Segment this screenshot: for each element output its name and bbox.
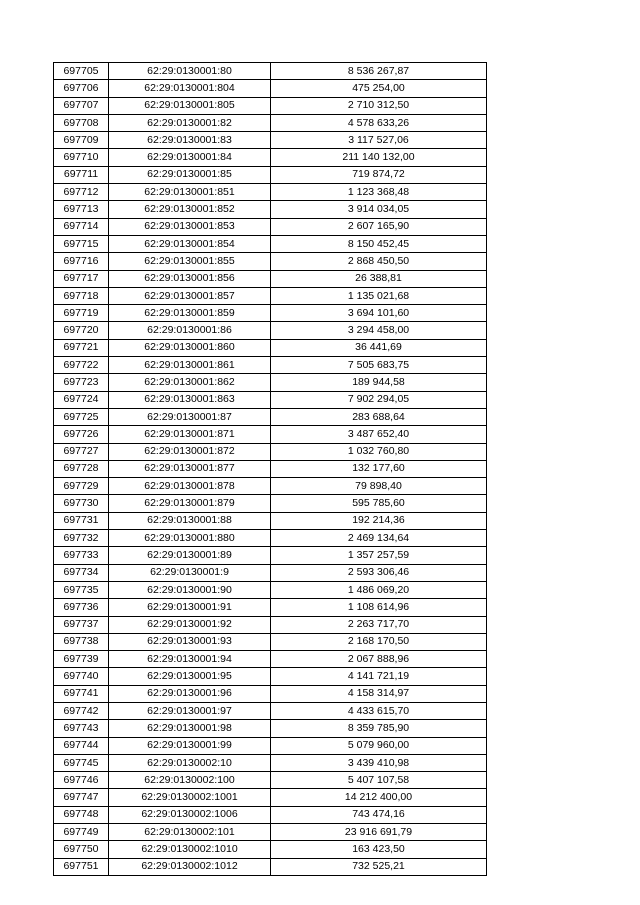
cadastral-number-cell: 62:29:0130002:1010 [109,841,271,858]
cadastral-number-cell: 62:29:0130001:94 [109,651,271,668]
cadastral-number-cell: 62:29:0130001:88 [109,512,271,529]
table-row [54,789,487,806]
cadastral-number-cell: 62:29:0130001:877 [109,460,271,477]
cadastral-number-cell: 62:29:0130001:857 [109,287,271,304]
table-row [54,218,487,235]
cadastral-number-cell: 62:29:0130002:1006 [109,806,271,823]
cadastral-number-cell: 62:29:0130001:871 [109,426,271,443]
cadastral-number-cell: 62:29:0130001:80 [109,63,271,80]
value-cell: 8 150 452,45 [271,235,487,252]
table-row [54,806,487,823]
row-id-cell: 697738 [54,633,109,650]
value-cell: 2 868 450,50 [271,253,487,270]
row-id-cell: 697705 [54,63,109,80]
value-cell: 743 474,16 [271,806,487,823]
cadastral-number-cell: 62:29:0130001:861 [109,357,271,374]
table-row [54,408,487,425]
cadastral-number-cell: 62:29:0130001:805 [109,97,271,114]
row-id-cell: 697731 [54,512,109,529]
cadastral-number-cell: 62:29:0130002:1012 [109,858,271,875]
value-cell: 2 607 165,90 [271,218,487,235]
value-cell: 3 439 410,98 [271,754,487,771]
table-row [54,702,487,719]
table-row [54,824,487,841]
row-id-cell: 697707 [54,97,109,114]
value-cell: 1 032 760,80 [271,443,487,460]
cadastral-number-cell: 62:29:0130001:95 [109,668,271,685]
value-cell: 2 067 888,96 [271,651,487,668]
row-id-cell: 697742 [54,702,109,719]
value-cell: 2 263 717,70 [271,616,487,633]
cadastral-number-cell: 62:29:0130001:84 [109,149,271,166]
row-id-cell: 697718 [54,287,109,304]
value-cell: 7 902 294,05 [271,391,487,408]
value-cell: 5 079 960,00 [271,737,487,754]
cadastral-number-cell: 62:29:0130001:856 [109,270,271,287]
cadastral-number-cell: 62:29:0130001:853 [109,218,271,235]
value-cell: 8 359 785,90 [271,720,487,737]
table-row [54,443,487,460]
value-cell: 1 123 368,48 [271,184,487,201]
value-cell: 8 536 267,87 [271,63,487,80]
cadastral-number-cell: 62:29:0130001:85 [109,166,271,183]
cadastral-number-cell: 62:29:0130001:860 [109,339,271,356]
cadastral-number-cell: 62:29:0130001:93 [109,633,271,650]
cadastral-number-cell: 62:29:0130002:10 [109,754,271,771]
cadastral-number-cell: 62:29:0130001:879 [109,495,271,512]
table-row [54,772,487,789]
cadastral-number-cell: 62:29:0130001:852 [109,201,271,218]
table-row [54,270,487,287]
table-row [54,858,487,875]
cadastral-number-cell: 62:29:0130001:99 [109,737,271,754]
cadastral-number-cell: 62:29:0130001:97 [109,702,271,719]
row-id-cell: 697711 [54,166,109,183]
cadastral-number-cell: 62:29:0130001:862 [109,374,271,391]
cadastral-number-cell: 62:29:0130001:98 [109,720,271,737]
value-cell: 7 505 683,75 [271,357,487,374]
cadastral-number-cell: 62:29:0130001:83 [109,132,271,149]
table-row [54,581,487,598]
table-row [54,114,487,131]
row-id-cell: 697726 [54,426,109,443]
value-cell: 2 710 312,50 [271,97,487,114]
row-id-cell: 697732 [54,530,109,547]
table-row [54,616,487,633]
value-cell: 5 407 107,58 [271,772,487,789]
cadastral-number-cell: 62:29:0130001:90 [109,581,271,598]
cadastral-number-cell: 62:29:0130001:87 [109,408,271,425]
table-row [54,478,487,495]
row-id-cell: 697740 [54,668,109,685]
row-id-cell: 697717 [54,270,109,287]
table-row [54,184,487,201]
value-cell: 4 578 633,26 [271,114,487,131]
value-cell: 1 486 069,20 [271,581,487,598]
row-id-cell: 697743 [54,720,109,737]
row-id-cell: 697737 [54,616,109,633]
table-row [54,564,487,581]
cadastral-number-cell: 62:29:0130001:92 [109,616,271,633]
cadastral-number-cell: 62:29:0130001:863 [109,391,271,408]
row-id-cell: 697727 [54,443,109,460]
row-id-cell: 697721 [54,339,109,356]
value-cell: 23 916 691,79 [271,824,487,841]
data-table [53,62,487,876]
row-id-cell: 697709 [54,132,109,149]
cadastral-number-cell: 62:29:0130002:100 [109,772,271,789]
row-id-cell: 697719 [54,305,109,322]
value-cell: 189 944,58 [271,374,487,391]
table-row [54,322,487,339]
row-id-cell: 697710 [54,149,109,166]
value-cell: 4 158 314,97 [271,685,487,702]
value-cell: 2 168 170,50 [271,633,487,650]
row-id-cell: 697720 [54,322,109,339]
table-row [54,547,487,564]
row-id-cell: 697722 [54,357,109,374]
cadastral-number-cell: 62:29:0130001:880 [109,530,271,547]
cadastral-number-cell: 62:29:0130001:859 [109,305,271,322]
table-row [54,80,487,97]
value-cell: 719 874,72 [271,166,487,183]
table-row [54,97,487,114]
value-cell: 79 898,40 [271,478,487,495]
cadastral-number-cell: 62:29:0130001:96 [109,685,271,702]
table-row [54,339,487,356]
table-row [54,841,487,858]
table-row [54,460,487,477]
row-id-cell: 697748 [54,806,109,823]
row-id-cell: 697739 [54,651,109,668]
row-id-cell: 697713 [54,201,109,218]
value-cell: 4 433 615,70 [271,702,487,719]
value-cell: 595 785,60 [271,495,487,512]
table-row [54,63,487,80]
row-id-cell: 697706 [54,80,109,97]
cadastral-number-cell: 62:29:0130001:804 [109,80,271,97]
row-id-cell: 697744 [54,737,109,754]
value-cell: 475 254,00 [271,80,487,97]
value-cell: 211 140 132,00 [271,149,487,166]
table-row [54,530,487,547]
value-cell: 14 212 400,00 [271,789,487,806]
row-id-cell: 697750 [54,841,109,858]
value-cell: 732 525,21 [271,858,487,875]
table-row [54,374,487,391]
table-row [54,512,487,529]
table-row [54,426,487,443]
cadastral-number-cell: 62:29:0130001:91 [109,599,271,616]
table-row [54,668,487,685]
row-id-cell: 697716 [54,253,109,270]
value-cell: 1 108 614,96 [271,599,487,616]
row-id-cell: 697715 [54,235,109,252]
table-row [54,132,487,149]
cadastral-number-cell: 62:29:0130002:101 [109,824,271,841]
table-row [54,391,487,408]
table-body [54,63,487,876]
row-id-cell: 697724 [54,391,109,408]
value-cell: 283 688,64 [271,408,487,425]
cadastral-number-cell: 62:29:0130001:878 [109,478,271,495]
cadastral-number-cell: 62:29:0130001:89 [109,547,271,564]
table-row [54,357,487,374]
table-row [54,201,487,218]
value-cell: 36 441,69 [271,339,487,356]
value-cell: 3 487 652,40 [271,426,487,443]
value-cell: 26 388,81 [271,270,487,287]
value-cell: 3 914 034,05 [271,201,487,218]
cadastral-number-cell: 62:29:0130001:82 [109,114,271,131]
row-id-cell: 697729 [54,478,109,495]
value-cell: 163 423,50 [271,841,487,858]
cadastral-number-cell: 62:29:0130001:855 [109,253,271,270]
cadastral-number-cell: 62:29:0130002:1001 [109,789,271,806]
value-cell: 3 117 527,06 [271,132,487,149]
table-row [54,149,487,166]
value-cell: 3 694 101,60 [271,305,487,322]
table-row [54,235,487,252]
table-row [54,633,487,650]
table-row [54,305,487,322]
row-id-cell: 697733 [54,547,109,564]
row-id-cell: 697746 [54,772,109,789]
table-row [54,495,487,512]
row-id-cell: 697723 [54,374,109,391]
value-cell: 3 294 458,00 [271,322,487,339]
row-id-cell: 697749 [54,824,109,841]
cadastral-number-cell: 62:29:0130001:9 [109,564,271,581]
cadastral-number-cell: 62:29:0130001:872 [109,443,271,460]
row-id-cell: 697714 [54,218,109,235]
row-id-cell: 697741 [54,685,109,702]
value-cell: 4 141 721,19 [271,668,487,685]
row-id-cell: 697728 [54,460,109,477]
value-cell: 1 135 021,68 [271,287,487,304]
row-id-cell: 697712 [54,184,109,201]
value-cell: 2 469 134,64 [271,530,487,547]
row-id-cell: 697747 [54,789,109,806]
table-row [54,737,487,754]
row-id-cell: 697708 [54,114,109,131]
row-id-cell: 697745 [54,754,109,771]
table-row [54,166,487,183]
row-id-cell: 697736 [54,599,109,616]
cadastral-number-cell: 62:29:0130001:854 [109,235,271,252]
table-row [54,685,487,702]
row-id-cell: 697735 [54,581,109,598]
table-row [54,720,487,737]
table-row [54,287,487,304]
cadastral-number-cell: 62:29:0130001:86 [109,322,271,339]
row-id-cell: 697730 [54,495,109,512]
table-row [54,599,487,616]
table-row [54,651,487,668]
row-id-cell: 697751 [54,858,109,875]
value-cell: 192 214,36 [271,512,487,529]
value-cell: 2 593 306,46 [271,564,487,581]
row-id-cell: 697734 [54,564,109,581]
value-cell: 132 177,60 [271,460,487,477]
table-row [54,253,487,270]
table-row [54,754,487,771]
value-cell: 1 357 257,59 [271,547,487,564]
row-id-cell: 697725 [54,408,109,425]
cadastral-number-cell: 62:29:0130001:851 [109,184,271,201]
